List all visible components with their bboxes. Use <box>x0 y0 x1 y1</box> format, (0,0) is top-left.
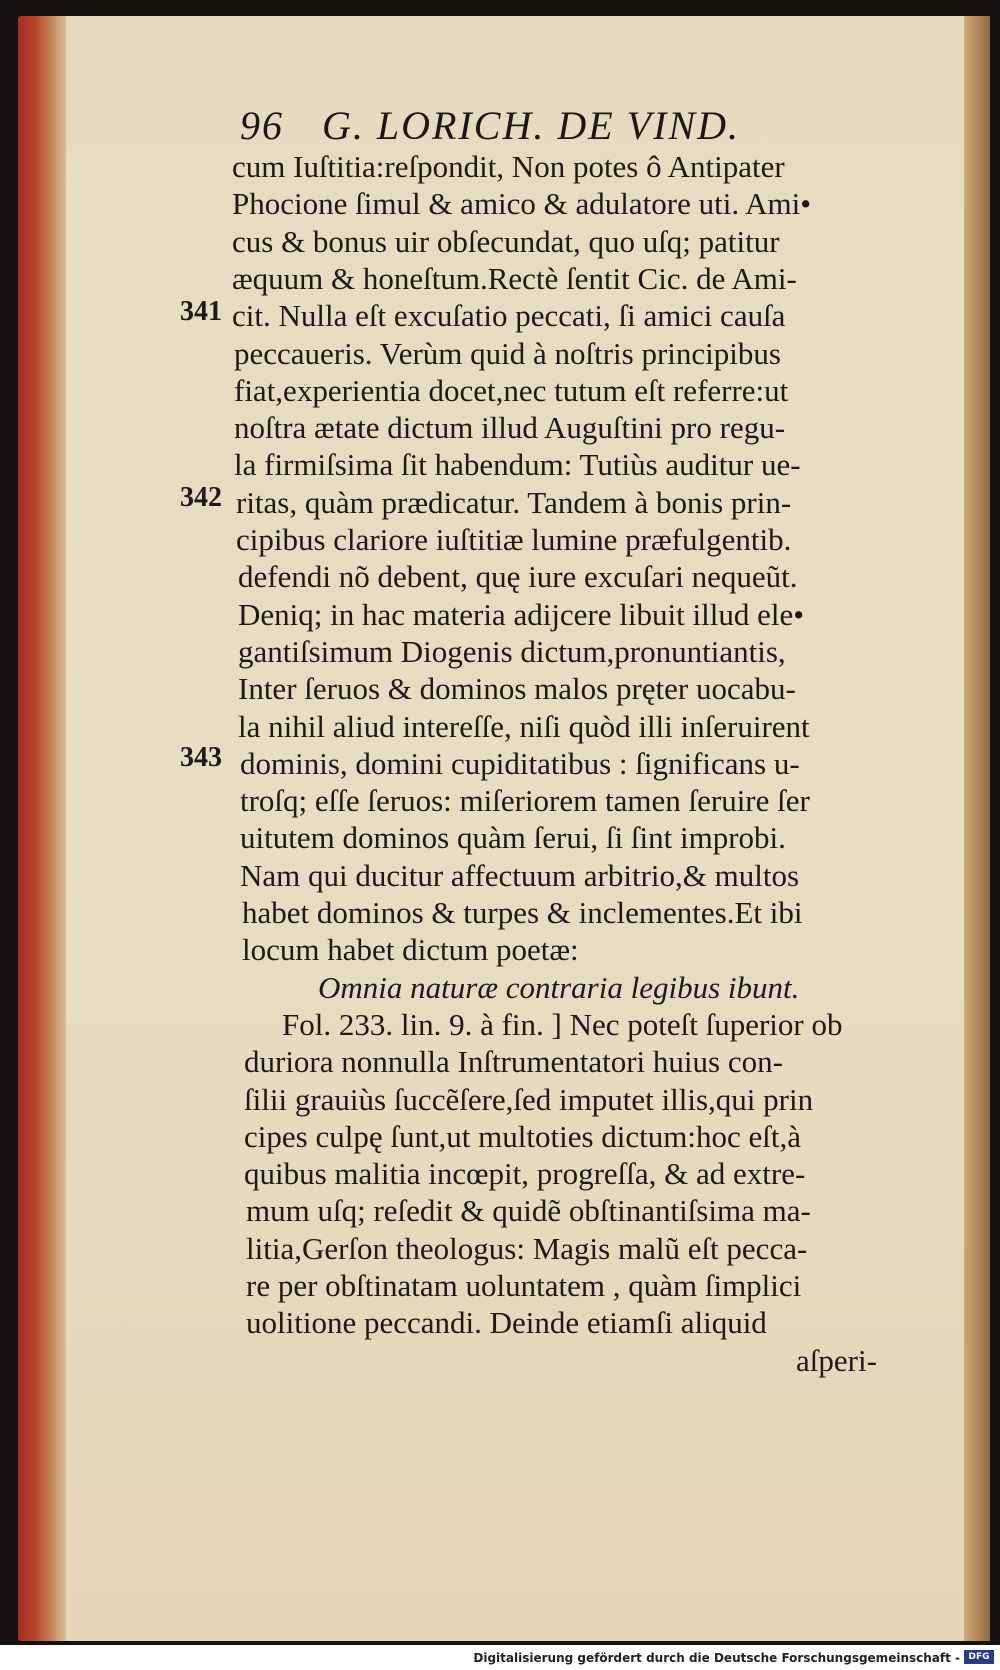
text-line: cit. Nulla eſt excuſatio peccati, ſi amici cauſa <box>232 298 786 334</box>
margin-number: 341 <box>180 296 222 327</box>
text-line: uolitione peccandi. Deinde etiamſi aliquid <box>246 1305 767 1341</box>
text-line: troſq; eſſe ſeruos: miſeriorem tamen ſeruire ſer <box>240 783 810 819</box>
margin-number: 342 <box>180 482 222 513</box>
text-line: cipes culpę ſunt,ut multoties dictum:hoc eſt,à <box>244 1118 802 1154</box>
text-line: uitutem dominos quàm ſerui, ſi ſint improbi. <box>240 820 786 856</box>
text-line: la firmiſsima ſit habendum: Tutiùs auditur ue- <box>234 447 801 483</box>
text-line: la nihil aliud intereſſe, niſi quòd illi inſeruirent <box>238 708 810 744</box>
footer-credit: Digitalisierung gefördert durch die Deutsche Forschungsgemeinschaft - <box>473 1651 960 1665</box>
text-line: defendi nõ debent, quę iure excuſari nequeũt. <box>238 559 798 595</box>
text-line: litia,Gerſon theologus: Magis malũ eſt pecca- <box>246 1230 808 1266</box>
text-line: fiat,experientia docet,nec tutum eſt referre:ut <box>234 372 789 408</box>
text-line: Nam qui ducitur affectuum arbitrio,& multos <box>240 857 800 893</box>
text-line: æquum & honeſtum.Rectè ſentit Cic. de Ami- <box>232 260 797 296</box>
text-line: gantiſsimum Diogenis dictum,pronuntiantis, <box>238 633 786 669</box>
page-edge <box>964 16 990 1641</box>
text-line: Phocione ſimul & amico & adulatore uti. Ami• <box>232 186 812 222</box>
text-line: Omnia naturæ contraria legibus ibunt. <box>318 969 800 1005</box>
text-line: cus & bonus uir obſecundat, quo uſq; patitur <box>232 223 780 259</box>
dfg-logo: DFG <box>964 1650 994 1664</box>
text-line: Fol. 233. lin. 9. à fin. ] Nec poteſt ſuperior ob <box>282 1006 843 1042</box>
text-line: mum uſq; reſedit & quidẽ obſtinantiſsima ma- <box>246 1193 811 1229</box>
text-line: cum Iuſtitia:reſpondit, Non potes ô Antipater <box>232 149 785 184</box>
footer-bar <box>0 1645 1000 1670</box>
text-line: quibus malitia incœpit, progreſſa, & ad extre- <box>244 1156 806 1192</box>
text-line: dominis, domini cupiditatibus : ſignificans u- <box>240 745 800 781</box>
text-line: ſilii grauiùs ſuccẽſere,ſed imputet illis,qui prin <box>244 1081 814 1117</box>
text-line: noſtra ætate dictum illud Auguſtini pro regu- <box>234 410 786 446</box>
page-number: 96 <box>240 103 284 148</box>
text-line: re per obſtinatam uoluntatem , quàm ſimplici <box>246 1268 802 1303</box>
text-line: duriora nonnulla Inſtrumentatori huius con- <box>244 1044 783 1080</box>
margin-number: 343 <box>180 742 222 773</box>
text-line: habet dominos & turpes & inclementes.Et ibi <box>242 895 803 930</box>
text-line: ritas, quàm prædicatur. Tandem à bonis prin- <box>236 484 792 520</box>
running-title: G. LORICH. DE VIND. <box>322 103 740 148</box>
running-header <box>240 102 860 150</box>
text-line: peccaueris. Verùm quid à noſtris principibus <box>234 335 781 371</box>
text-line: cipibus clariore iuſtitiæ lumine præfulgentib. <box>236 522 792 557</box>
text-line: aſperi- <box>796 1342 877 1378</box>
text-line: Inter ſeruos & dominos malos pręter uocabu- <box>238 671 796 707</box>
text-line: Deniq; in hac materia adijcere libuit illud ele• <box>238 596 805 632</box>
text-line: locum habet dictum poetæ: <box>242 932 579 968</box>
